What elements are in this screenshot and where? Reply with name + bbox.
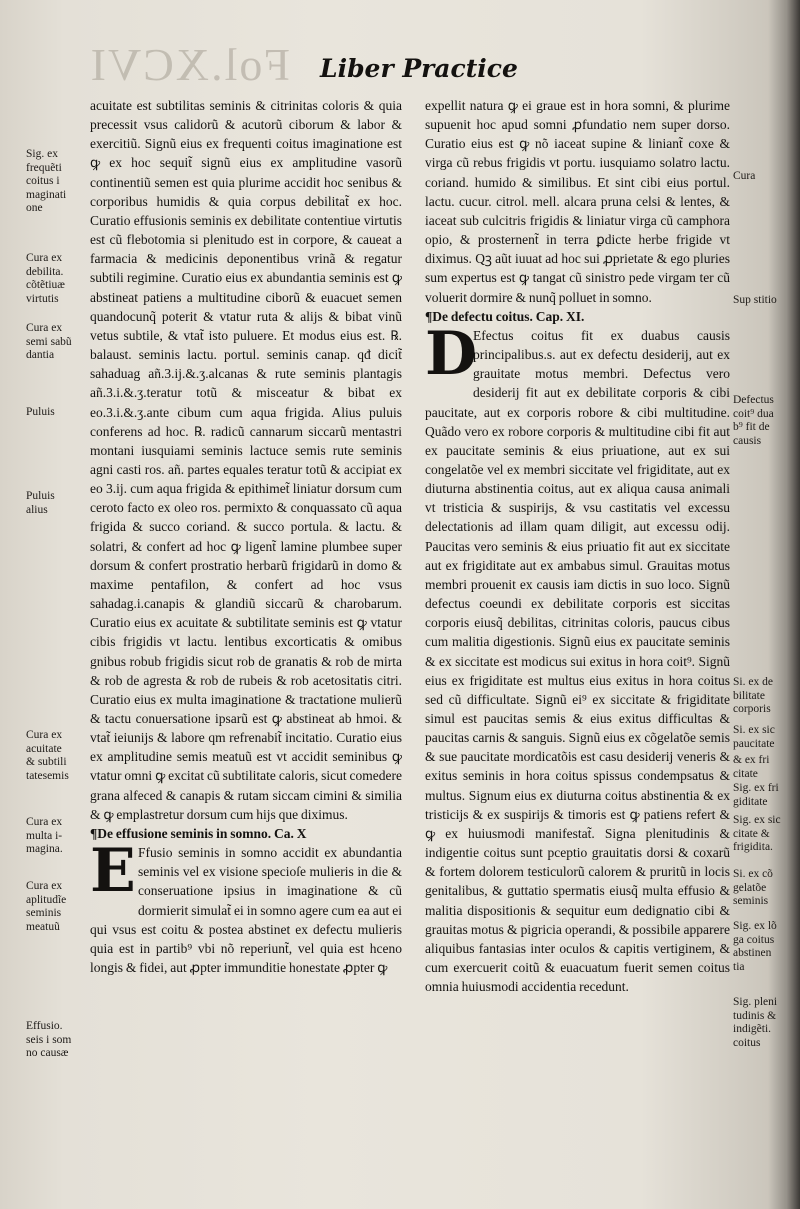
margin-note: Sig. ex frequẽti coitus i maginati one xyxy=(26,148,67,214)
margin-note: Cura xyxy=(733,170,756,182)
page-gutter-shadow xyxy=(786,0,800,1209)
margin-note: Si. ex cõ gelatõe seminis xyxy=(733,868,773,907)
right-paragraph-2 xyxy=(425,318,730,996)
right-text-column xyxy=(425,96,730,1156)
left-paragraph-2 xyxy=(90,836,402,977)
margin-note: Cura ex aplitudĩe seminis meatuũ xyxy=(26,880,67,933)
right-paragraph-1: expellit natura ꝙ ei graue est in hora somni, & plurime supuenit hoc apud somni ꝓfundatio nem super dorso. Curatio eius est ꝙ nõ iaceat supine & liniant̃ coxe & virga cũ rebus frigidis vt portu. iusquiamo solatro lactu. coriand. humido & similibus. Et sint cibi eius portul. lactu. cucur. citrol. mell. alcara pruna celsi & lentes, & iaceat sub culcitris frigidis & liniatur virga cũ camphora opio, & prosternent̃ in terra ꝑdicte herbe frigide vt diximus. Qꝫ aũt iuuat ad hoc sui ꝓprietate & ego pluries sum expertus est ꝙ tangat cũ sinistro pede virgam ter cũ voluerit dormire & nunq̃ polluet in somno. xyxy=(425,98,730,305)
chapter-heading-x: ¶De effusione seminis in somno. Ca. X xyxy=(90,825,307,841)
left-paragraph-2-text: Ffusio seminis in somno accidit ex abundantia seminis vel ex visione specioſe mulieris in die & conseruatione ipsius in imaginatione & cũ dormierit simulat̃ ei in somno agere cum ea aut ei qui vsus est coitu & postea abstinet ex defectu mulieris quia est in partib⁹ vbi nõ reperiunt̃, vel quia est hceno longis & fidei, aut ꝓpter immunditie honestate ꝓpter ꝙ xyxy=(90,845,402,976)
bleed-through-folio: Fol.XCVI xyxy=(88,39,290,90)
margin-note: Sig. ex fri giditate xyxy=(733,782,779,808)
margin-note: Sig. pleni tudinis & indigẽti. coitus xyxy=(733,996,778,1049)
margin-note: Cura ex semi sabũ dantia xyxy=(26,322,72,361)
right-paragraph-2-text: Efectus coitus fit ex duabus causis principalibus.s. aut ex defectu desiderij, aut ex grauitate motus membri. Defectus vero desiderij fit aut ex debilitate corporis & cibi paucitate, aut ex corporis robore & cibi multitudine. Quãdo vero ex robore corporis & multitudine cibi fit aut ex paucitate seminis & eius priuatione, aut ex sui congelatõe vel ex membri siccitate vel frigiditate, aut ex diuturna abstinentia coitus, aut ex aliqua causa animali vt tristicia & suspirijs, & vsu castitatis vel excessu delectationis ad illam quam diligit, aut excessu odij. Paucitas vero seminis & eius priuatio fit aut ex siccitate aut ex frigiditate aut ex ambabus simul. Grauitas motus membri prouenit ex causis iam dictis in suo loco. Signũ defectus coeundi ex debilitate corporis est siccitas corporis eiusq̃ debilitas, citrinitas coloris, paucus cibus cum malitia digestionis. Signũ eius ex paucitate seminis & ex siccitate est modicus sui exitus in hora coit⁹. Signũ eius ex frigiditate est multus eius exitus in hora coitus sed cũ difficultate. Signũ ei⁹ ex siccitate & frigiditate simul est paucitas semis & eius exitus difficultas & paucitas carnis & sanguis. Signũ eius ex cõgelatõe semis & sue paucitate mordicatõis est casu desiderij veneris & exitus seminis in hora coitus spissus condempsatus & multus. Signum eius ex diuturna coitus abstinentia & ex tristicijs & ex suspirijs & timoris est ꝙ patiens refert & ꝙ ex huiusmodi manifestat̃. Signa plenitudinis & indigentie coitus sunt pceptio grauitatis dorsi & coxarũ & fortem dolorem testiculorũ calorem & pruritũ in locis genitalibus, & guttatio spermatis eiusq̃ multa effusio & malitia dispositionis & sequitur eum dedignatio cibi & grauitas motus & pigricia operandi, & possibile apparere aliquibus fantasias inter oculos & capitis vertiginem, & cum exercuerit coitũ & euacuatum fuerit semen coitus omnia huiusmodi accidentia recedunt. xyxy=(425,327,730,995)
margin-note: Si. ex sic paucitate xyxy=(733,724,775,750)
margin-note: Cura ex debilita. cõtẽtiuæ virtutis xyxy=(26,252,65,305)
drop-initial-d: D xyxy=(425,318,478,389)
margin-note: Cura ex acuitate & subtili tatesemis xyxy=(26,729,69,782)
margin-note: Puluis xyxy=(26,406,55,418)
margin-note: Si. ex de bilitate corporis xyxy=(733,676,773,715)
margin-note: Sig. ex lõ ga coitus abstinen tia xyxy=(733,920,777,973)
drop-initial-e: E xyxy=(90,836,136,907)
left-paragraph-1: acuitate est subtilitas seminis & citrinitas coloris & quia precessit vsus calidorũ & acutorũ ciborum & labor & exercitiũ. Signũ eius ex frequenti coitus imaginatione est ꝙ ex hoc sequit̃ signũ eius ex amplitudine vasorũ continentiũ semen est quia plurime accidit hoc senibus & corporibus humidis & quia corpus debilitat̃ ex hoc. Curatio effusionis seminis ex debilitate contentiue virtutis est cũ flebotomia si plenitudo est in corpore, & caueat a farmacia & medicinis deponentibus vrinã & regatur subtili regimine. Curatio eius ex abundantia seminis est ꝙ abstineat patiens a multitudine ciborũ & euacuet semen quandocunq̃ poterit & vtatur ruta & alijs & bibat vinũ vetus subtile, & vtat̃ isto puluere. Et modus eius est. ℞. balaust. seminis lactu. portul. seminis canap. qđ dicit̃ sahaduag añ.3.ij.&.ʒ.alcanas & rute seminis plantagis añ.3.i.&.ʒ.teratur totũ & misceatur & bibat ex eo.3.i.&.ʒ.ante cibum cum aqua frigida. Alius puluis conferens ad hoc. ℞. radicũ cannarum siccarũ mentastri montani iusquiami seminis lactuce semis rute seminis agni casti ros. añ. partes equales teratur totũ & accipiat ex eo 3.ij. cum aqua frigida & epithimet̃ liniatur dorsum cum ceroto facto ex oleo ros. permixto & conquassato cũ aqua frigida & succo coriand. & succo portula. & lactu. & solatri, & confert ad hoc ꝙ ligent̃ lamine plumbee super dorsum & confert prostratio herbarũ frigidarũ in domo & maxime pentafilon, & confert ad hoc vsus sahadag.i.canapis & glandiũ siccarũ & charobarum. Curatio eius ex acuitate & subtilitate seminis est ꝙ vtatur cibis frigidis vt lactu. lentibus excorticatis & omibus gnibus robub frigidis sicut rob de granatis & rob de mirta & rob de agresta & rob de rubeis & rob acetositatis citri. Curatio eius ex multa imaginatione & tractatione mulierũ & tactu conuersatione ipsarũ est ꝙ abstineat ab hmoi. & vtat̃ ieiunijs & labore qm refrenabit̃ incitatio. Curatio eius ex amplitudine semis meatuũ est vt accidit seminibus ꝙ vtatur omni ꝙ excitat cũ subtilitate caloris, sicut comedere grana alfeced & canapis & rutam siccam cimini & similia & ꝙ emplastretur dorsum cum hijs que diximus. xyxy=(90,98,402,822)
margin-note: Sig. ex sic citate & frigidita. xyxy=(733,814,781,853)
margin-note: Sup stitio xyxy=(733,294,777,306)
chapter-heading-xi: ¶De defectu coitus. Cap. XI. xyxy=(425,308,585,324)
margin-note: Puluis alius xyxy=(26,490,55,516)
margin-note: & ex fri citate xyxy=(733,754,770,780)
margin-note: Cura ex multa i- magina. xyxy=(26,816,63,855)
running-header: Liber Practice xyxy=(320,54,518,83)
margin-note: Defectus coit⁹ dua b⁹ fit de causis xyxy=(733,394,774,447)
left-text-column xyxy=(90,96,402,1156)
margin-note: Effusio. seis i som no causæ xyxy=(26,1020,72,1059)
